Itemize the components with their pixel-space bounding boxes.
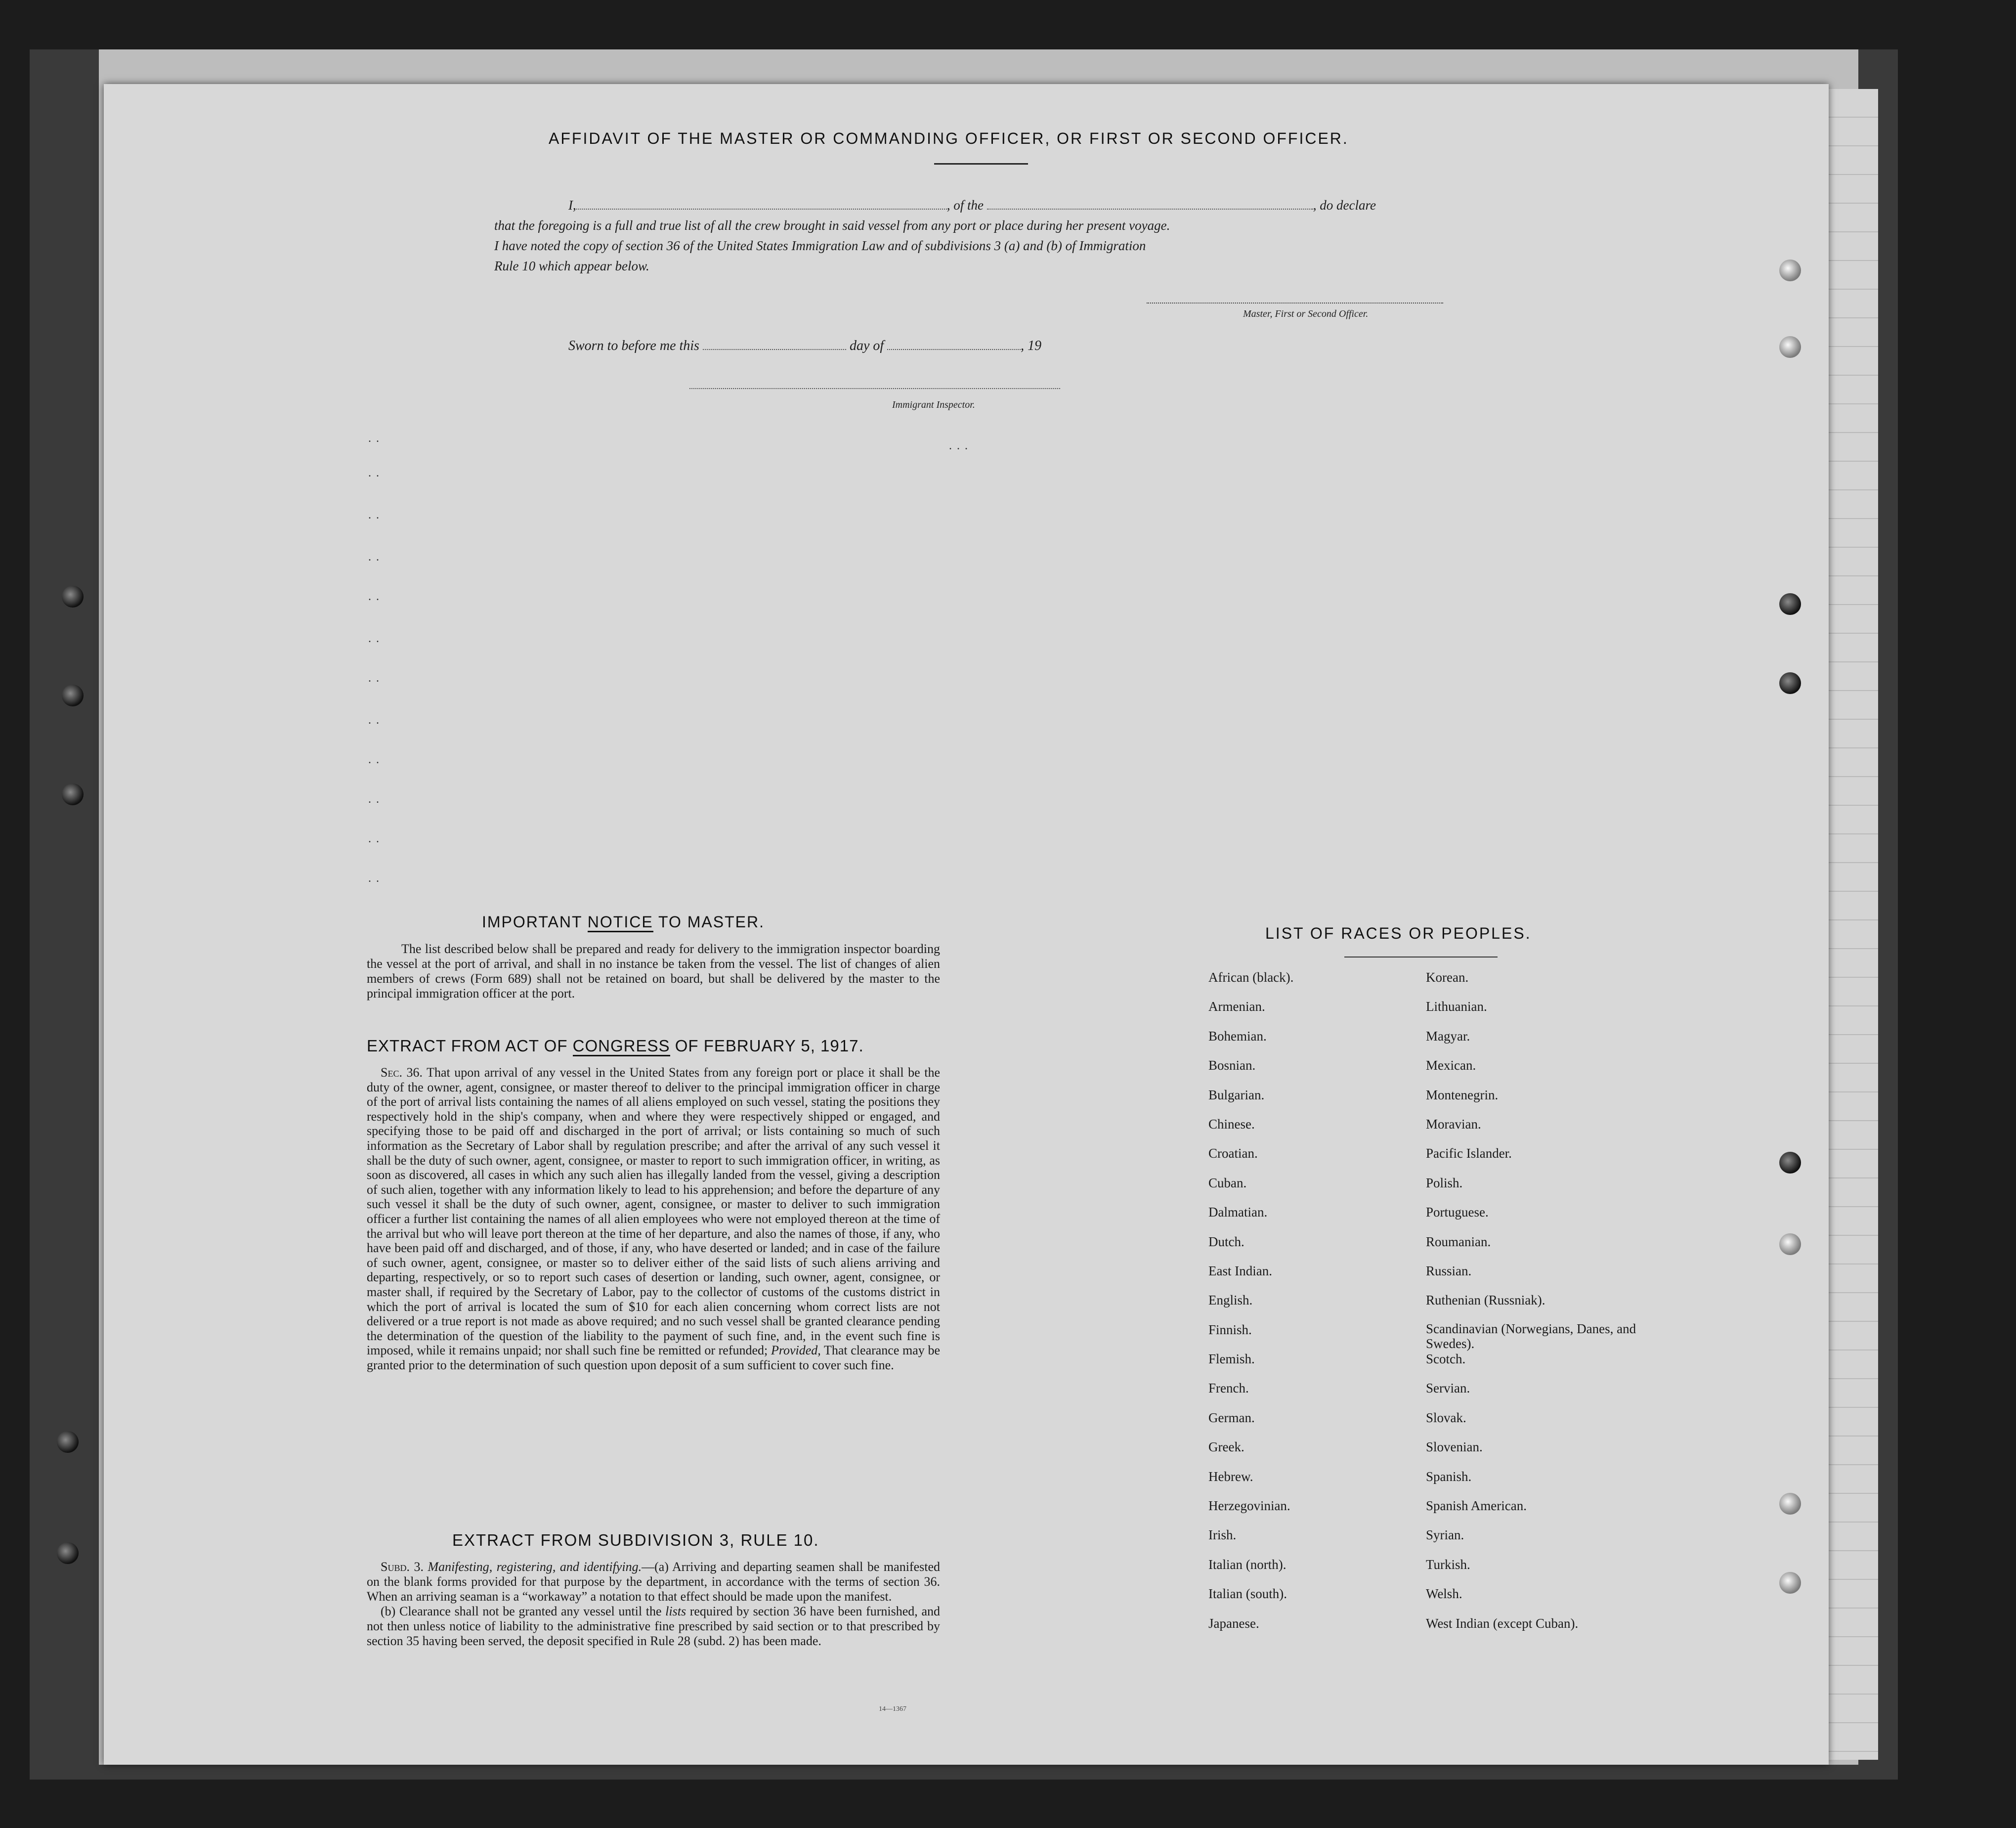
race-item: Italian (south). [1208, 1586, 1287, 1602]
affidavit-title: AFFIDAVIT OF THE MASTER OR COMMANDING OFFICER, OR FIRST OR SECOND OFFICER. [549, 130, 1349, 147]
notice-body [367, 942, 940, 1001]
affidavit-line-2: that the foregoing is a full and true list of all the crew brought in said vessel from any port or place during her present voyage. [494, 218, 1170, 233]
row-marker: .. [368, 551, 384, 564]
race-item: Scandinavian (Norwegians, Danes, and Swedes). [1426, 1321, 1636, 1351]
row-marker: ... [949, 439, 973, 452]
sworn-line [568, 338, 1161, 354]
race-item: Mexican. [1426, 1058, 1476, 1073]
race-item: Finnish. [1208, 1322, 1252, 1337]
part-a-text: Arriving and departing seamen shall be manifested on the blank forms provided for that purpose by the department, in accordance with the terms of section 36. When an arriving seaman is a “workaway” a notation to that effect should be made upon the manifest. [367, 1560, 940, 1604]
rule-part-b [367, 1604, 940, 1649]
sworn-prefix: Sworn to before me this [568, 338, 699, 353]
row-marker: .. [368, 672, 384, 685]
inspector-label: Immigrant Inspector. [892, 399, 975, 410]
affidavit-line-4: Rule 10 which appear below. [494, 259, 649, 273]
notice-text: The list described below shall be prepared and ready for delivery to the immigration inspector boarding the vessel at the port of arrival, and shall in no instance be taken from the vessel. The list of changes of alien members of crews (Form 689) shall not be retained on board, but shall be delivered by the master to the principal immigration officer at the port. [367, 942, 940, 1001]
part-b-marker: (b) [381, 1604, 396, 1618]
notice-title [482, 913, 867, 931]
section-label: Sec. 36. [381, 1065, 423, 1080]
races-title-rule [1344, 957, 1498, 958]
race-item: Moravian. [1426, 1116, 1481, 1132]
race-item: French. [1208, 1381, 1249, 1396]
race-item: Syrian. [1426, 1527, 1464, 1543]
affidavit-statement [494, 195, 1483, 276]
name-blank [576, 209, 947, 210]
rule-heading: Manifesting, registering, and identifying. [428, 1560, 642, 1574]
race-item: Roumanian. [1426, 1234, 1491, 1249]
extract-act-title-part2: CONGRESS [573, 1037, 670, 1056]
race-item: English. [1208, 1293, 1253, 1308]
race-item: Italian (north). [1208, 1557, 1287, 1572]
race-item: Flemish. [1208, 1351, 1255, 1367]
races-title: LIST OF RACES OR PEOPLES. [1265, 924, 1532, 942]
part-b-end: required by section 36 have been furnished, and not then unless notice of liability to the administrative fine prescribed by said section or to that prescribed by section 35 having been served, the deposit specified in Rule 28 (subd. 2) has been made. [367, 1604, 940, 1648]
binder-hole-left [62, 685, 84, 706]
binder-hole-right [1779, 336, 1801, 358]
row-marker: .. [368, 714, 384, 727]
row-marker: .. [368, 590, 384, 603]
inspector-signature-line [689, 388, 1060, 389]
provided-word: Provided, [771, 1343, 821, 1358]
race-item: Bosnian. [1208, 1058, 1256, 1073]
race-item: Irish. [1208, 1527, 1237, 1543]
race-item: Welsh. [1426, 1586, 1462, 1602]
binder-hole-right [1779, 1493, 1801, 1515]
row-marker: .. [368, 872, 384, 885]
race-item: Spanish. [1426, 1469, 1472, 1484]
binder-hole-right [1779, 1233, 1801, 1255]
binder-hole-right [1779, 1152, 1801, 1174]
notice-title-part2: NOTICE [588, 913, 653, 932]
row-marker: .. [368, 753, 384, 766]
race-item: Servian. [1426, 1381, 1470, 1396]
race-item: West Indian (except Cuban). [1426, 1615, 1579, 1631]
race-item: Spanish American. [1426, 1498, 1527, 1514]
race-item: Greek. [1208, 1439, 1244, 1455]
notice-title-part3: TO MASTER. [658, 913, 765, 931]
affidavit-of-the: , of the [946, 198, 984, 213]
binder-hole-right [1779, 260, 1801, 281]
form-number: 14—1367 [879, 1705, 906, 1713]
rule-10-text [367, 1560, 940, 1649]
race-item: Chinese. [1208, 1116, 1255, 1132]
race-item: Bohemian. [1208, 1028, 1267, 1044]
race-item: Herzegovinian. [1208, 1498, 1290, 1514]
row-marker: .. [368, 793, 384, 806]
race-item: Japanese. [1208, 1615, 1259, 1631]
race-item: Cuban. [1208, 1175, 1247, 1190]
rule-part-a [367, 1560, 940, 1604]
binder-hole-left [62, 783, 84, 805]
notice-title-part1: IMPORTANT [482, 913, 582, 931]
binder-hole-left [57, 1431, 79, 1453]
binder-hole-right [1779, 593, 1801, 615]
race-item: Slovak. [1426, 1410, 1466, 1425]
race-item: East Indian. [1208, 1263, 1272, 1278]
section-36-body-end: That clearance may be granted prior to the determination of such question upon deposit of a sum sufficient to cover such fine. [367, 1343, 941, 1372]
race-item: Portuguese. [1426, 1205, 1489, 1220]
row-marker: .. [368, 467, 384, 479]
affidavit-line-3: I have noted the copy of section 36 of the United States Immigration Law and of subdivisions 3 (a) and (b) of Immigration [494, 238, 1146, 253]
sworn-year: , 19 [1021, 338, 1042, 353]
race-item: German. [1208, 1410, 1255, 1425]
signature-line [1147, 303, 1443, 304]
races-column-1 [1208, 969, 1416, 1644]
extract-act-title-part3: OF FEBRUARY 5, 1917. [675, 1037, 864, 1055]
part-b-start: Clearance shall not be granted any vessel until the [399, 1604, 662, 1618]
race-item: Montenegrin. [1426, 1087, 1499, 1102]
binder-hole-left [62, 586, 84, 608]
race-item: Scotch. [1426, 1351, 1466, 1367]
race-item: Pacific Islander. [1426, 1146, 1512, 1161]
race-item: Russian. [1426, 1263, 1472, 1278]
binder-hole-right [1779, 1572, 1801, 1594]
extract-act-title-part1: EXTRACT FROM ACT OF [367, 1037, 568, 1055]
section-36-text [367, 1065, 940, 1372]
row-marker: .. [368, 509, 384, 522]
row-marker: .. [368, 632, 384, 645]
race-item: Dalmatian. [1208, 1205, 1268, 1220]
extract-rule-title: EXTRACT FROM SUBDIVISION 3, RULE 10. [452, 1531, 819, 1549]
race-item: Magyar. [1426, 1028, 1470, 1044]
affidavit-declare: , do declare [1313, 198, 1376, 213]
part-a-marker: —(a) [642, 1560, 669, 1574]
binder-hole-left [57, 1542, 79, 1564]
affidavit-line-1 [494, 195, 1483, 216]
race-item: Croatian. [1208, 1146, 1258, 1161]
sworn-day-of: day of [849, 338, 884, 353]
races-column-2 [1426, 969, 1653, 1644]
row-marker: .. [368, 432, 384, 445]
subd-label: Subd. 3. [381, 1560, 424, 1574]
race-item: Slovenian. [1426, 1439, 1483, 1455]
race-item: Lithuanian. [1426, 999, 1487, 1014]
affidavit-title-rule [934, 163, 1028, 165]
race-item: Korean. [1426, 970, 1469, 985]
race-item: Ruthenian (Russniak). [1426, 1293, 1545, 1308]
race-item: Turkish. [1426, 1557, 1470, 1572]
race-item: Bulgarian. [1208, 1087, 1265, 1102]
part-b-lists: lists [665, 1604, 686, 1618]
binder-hole-right [1779, 672, 1801, 694]
race-item: Armenian. [1208, 999, 1265, 1014]
race-item: Polish. [1426, 1175, 1463, 1190]
race-item: Dutch. [1208, 1234, 1244, 1249]
section-36-body: That upon arrival of any vessel in the United States from any foreign port or place it shall be the duty of the owner, agent, consignee, or master thereof to deliver to the principal immigration officer in charge of the port of arrival lists containing the names of all aliens employed on such vessel, stating the positions they respectively hold in the ship's company, when and where they were respectively shipped or engaged, and specifying those to be paid off and discharged in the port of arrival; or lists containing so much of such information as the Secretary of Labor shall by regulation prescribe; and after the arrival of any such vessel it shall be the duty of such owner, agent, consignee, or master to report to such immigration officer, in writing, as soon as discovered, all cases in which any such alien has illegally landed from the vessel, giving a description of such alien, together with any information likely to lead to his apprehension; and before the departure of any such vessel it shall be the duty of such owner, agent, consignee, or master to deliver to such immigration officer a further list containing the names of all alien employees who were not employed thereon at the time of the arrival but who will leave port thereon at the time of her departure, and also the names of those, if any, who have been paid off and discharged, and of those, if any, who have deserted or landed; and in case of the failure of such owner, agent, consignee, or master so to deliver either of the said lists of such aliens arriving and departing, respectively, or so to report such cases of desertion or landing, such owner, agent, consignee, or master shall, if required by the Secretary of Labor, pay to the collector of customs of the customs district in which the port of arrival is located the sum of $10 for each alien concerning whom correct lists are not delivered or a true report is not made as above required; and no such vessel shall be granted clearance pending the determination of the question of the liability to the payment of such fine, and, in the event such fine is imposed, while it remains unpaid; nor shall such fine be remitted or refunded; [367, 1065, 941, 1358]
sworn-month-blank [887, 349, 1021, 350]
vessel-blank [987, 209, 1313, 210]
extract-act-title [367, 1037, 940, 1055]
sworn-day-blank [703, 349, 846, 350]
race-item: African (black). [1208, 970, 1294, 985]
signature-label: Master, First or Second Officer. [1243, 308, 1369, 319]
row-marker: .. [368, 832, 384, 845]
race-item: Hebrew. [1208, 1469, 1253, 1484]
affidavit-i: I, [568, 198, 576, 213]
